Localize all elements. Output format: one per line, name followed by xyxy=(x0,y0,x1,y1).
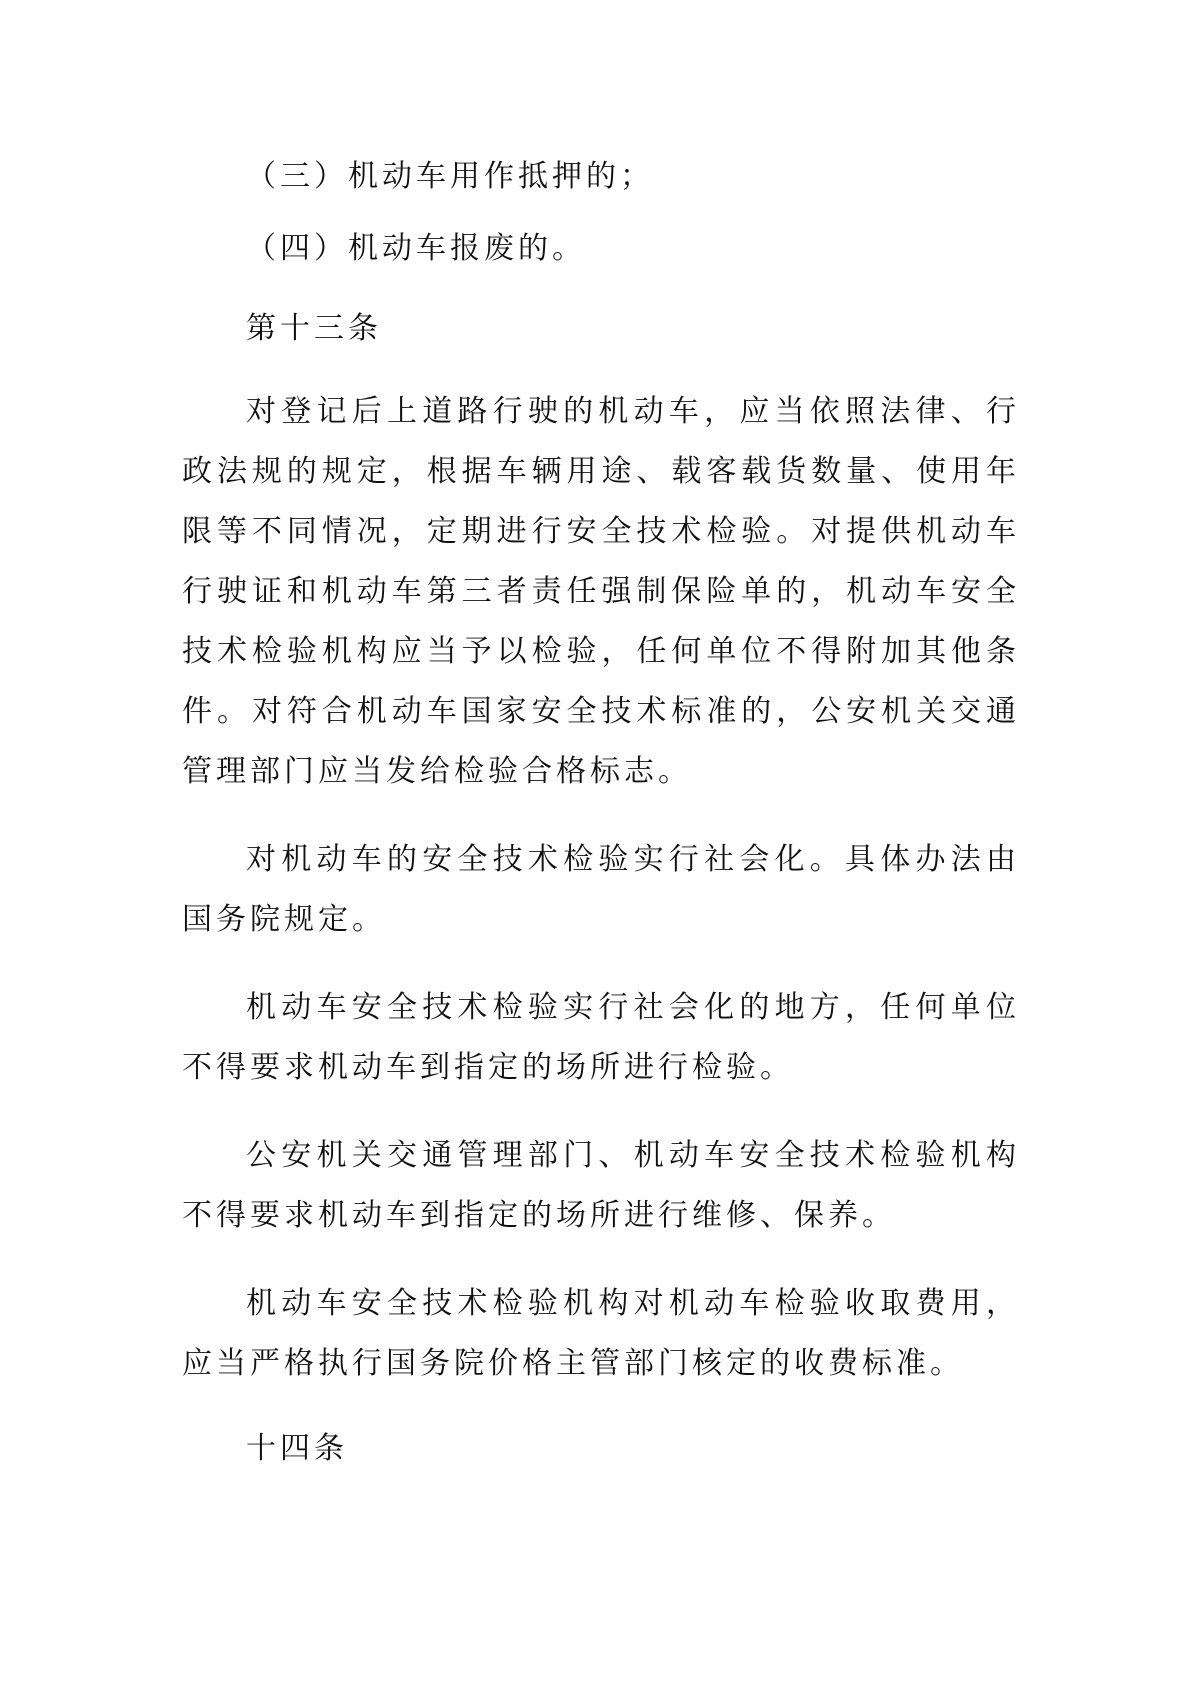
document-body xyxy=(182,150,1020,1476)
article-13-paragraph-3: 机动车安全技术检验实行社会化的地方，任何单位不得要求机动车到指定的场所进行检验。 xyxy=(182,990,1020,1085)
article-13-paragraph-5: 机动车安全技术检验机构对机动车检验收取费用，应当严格执行国务院价格主管部门核定的收费标准。 xyxy=(182,1286,1020,1381)
article-13-paragraph-4: 公安机关交通管理部门、机动车安全技术检验机构不得要求机动车到指定的场所进行维修、保养。 xyxy=(182,1138,1020,1233)
article-13-paragraph-1: 对登记后上道路行驶的机动车，应当依照法律、行政法规的规定，根据车辆用途、载客载货数量、使用年限等不同情况，定期进行安全技术检验。对提供机动车行驶证和机动车第三者责任强制保险单的，机动车安全技术检验机构应当予以检验，任何单位不得附加其他条件。对符合机动车国家安全技术标准的，公安机关交通管理部门应当发给检验合格标志。 xyxy=(182,394,1020,789)
article-13-paragraph-2: 对机动车的安全技术检验实行社会化。具体办法由国务院规定。 xyxy=(182,842,1020,937)
article-14-heading: 十四条 xyxy=(246,1431,348,1466)
list-item-3: （三）机动车用作抵押的； xyxy=(246,159,654,194)
list-item-4: （四）机动车报废的。 xyxy=(246,231,586,266)
article-13-heading: 第十三条 xyxy=(246,311,382,346)
